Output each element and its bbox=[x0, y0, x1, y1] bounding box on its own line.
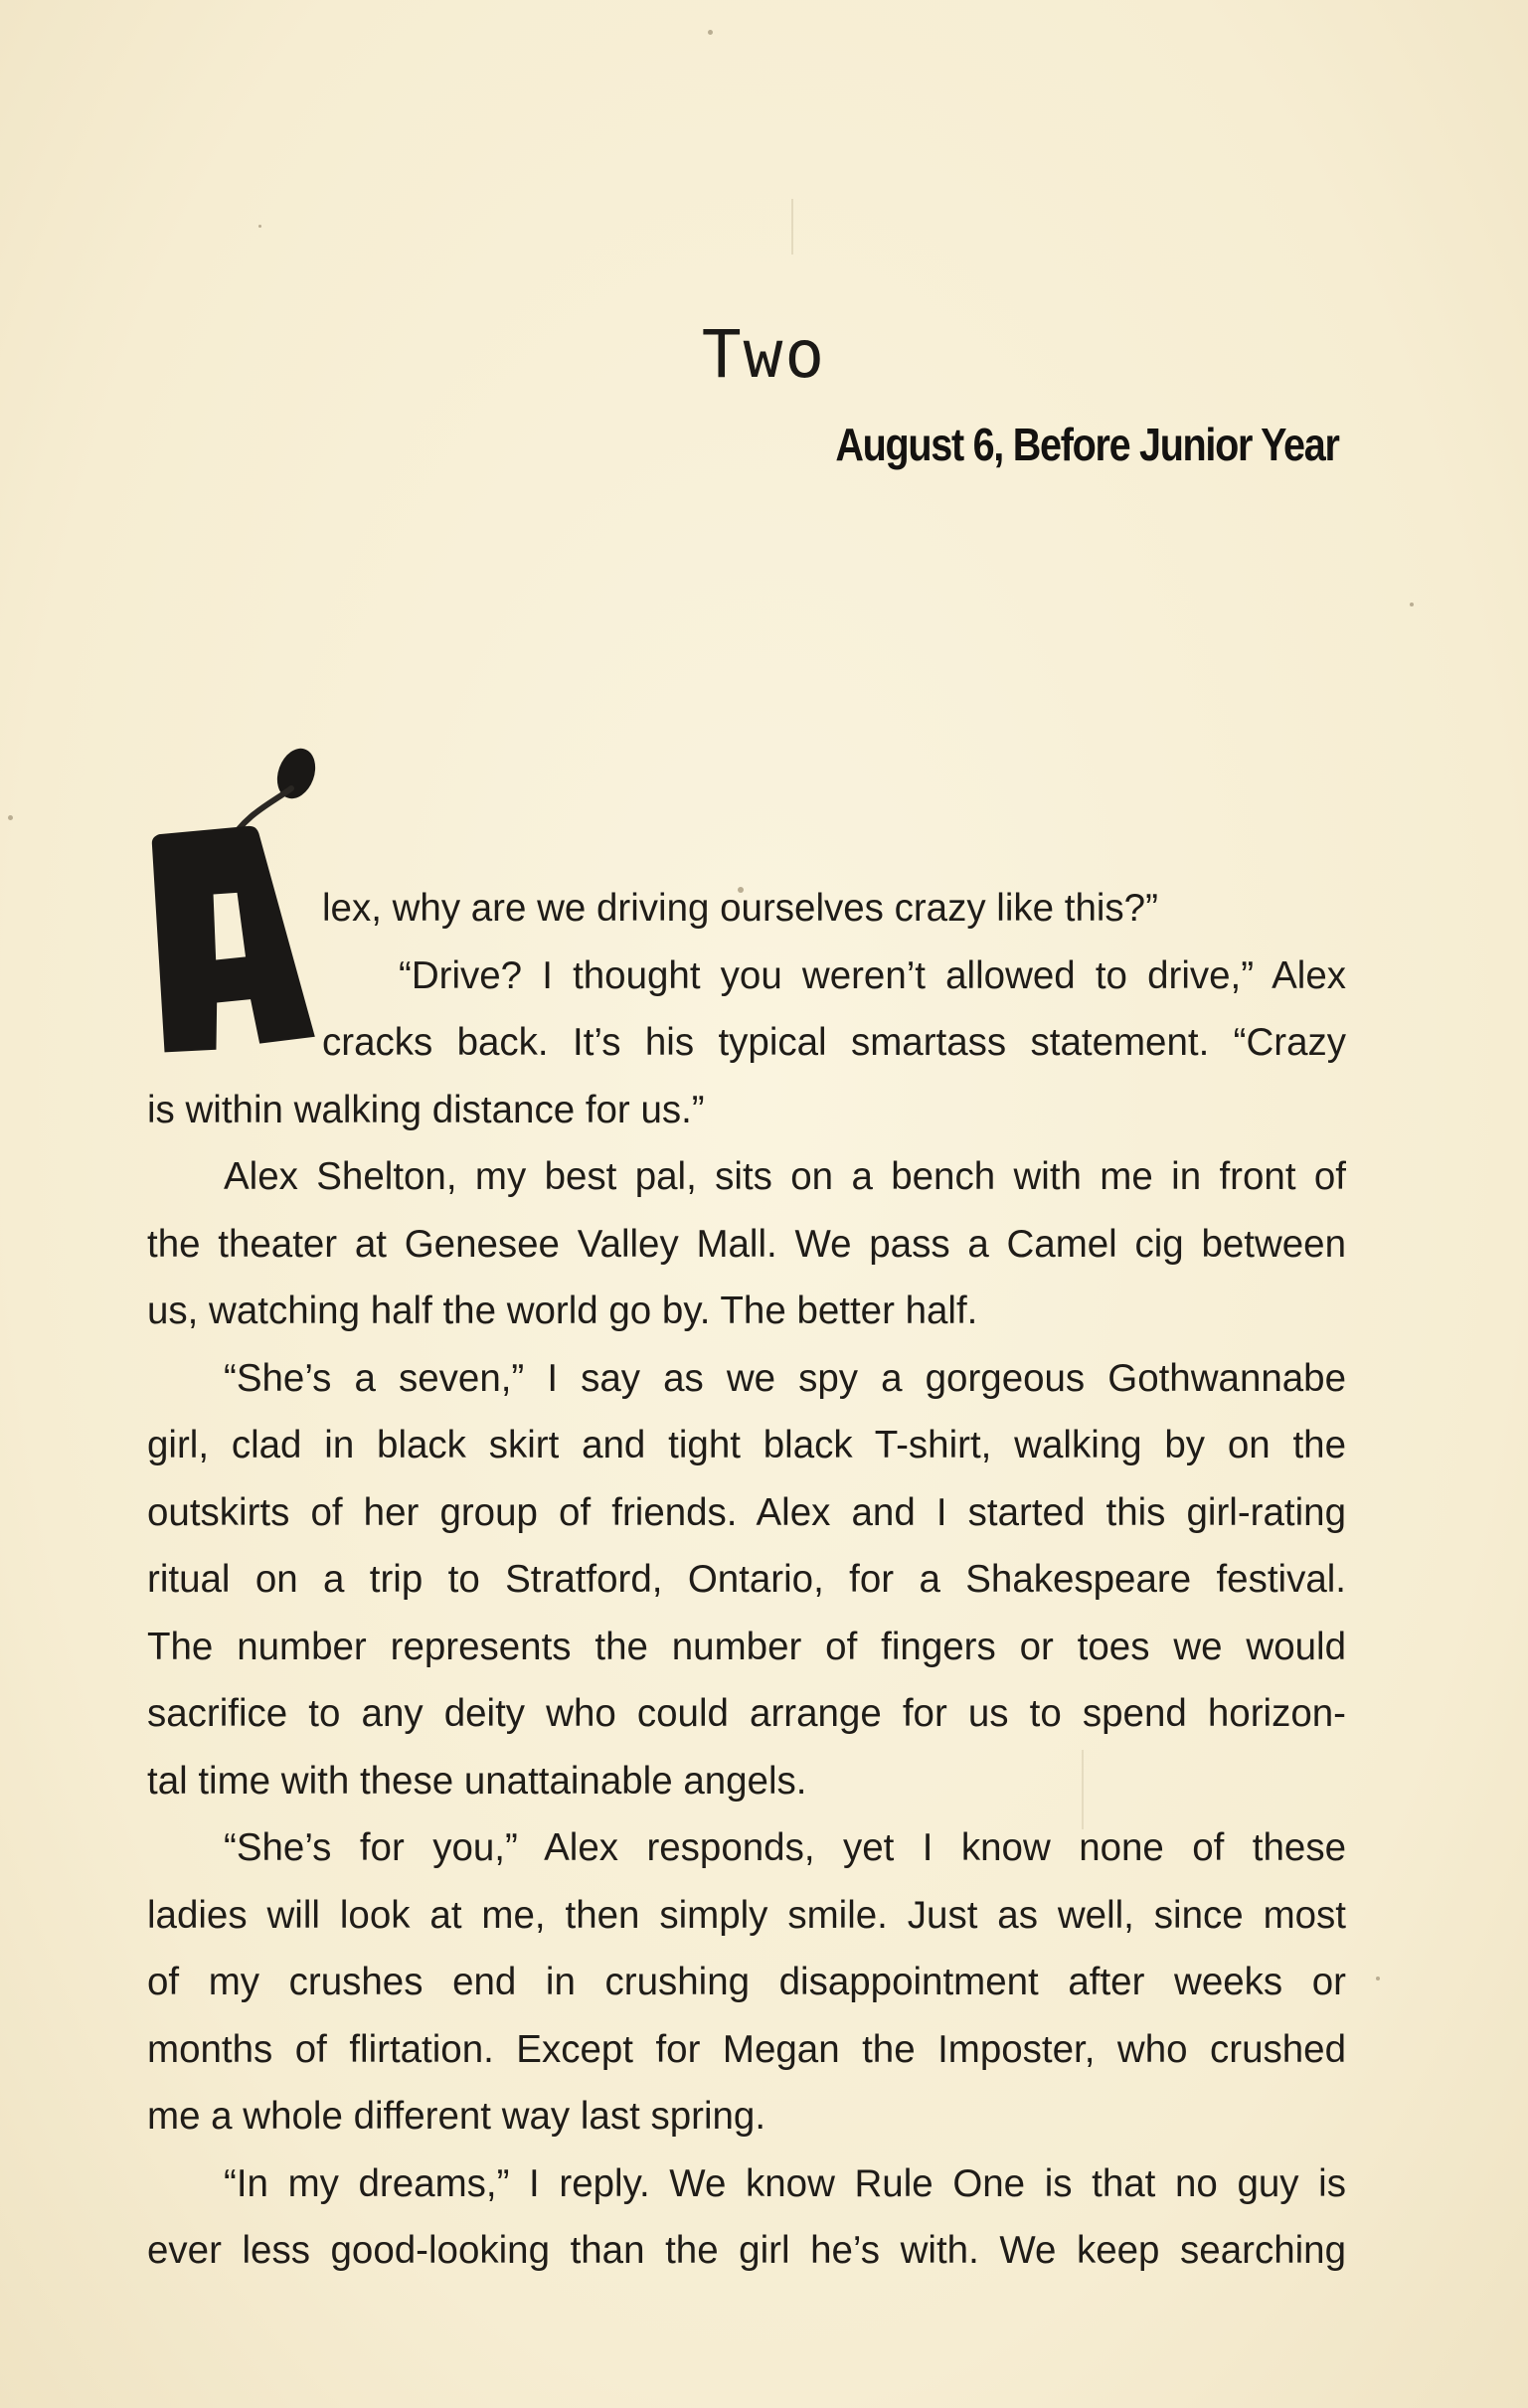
paper-speck bbox=[8, 815, 13, 820]
body-text bbox=[147, 875, 1346, 2285]
text-line: ritual on a trip to Stratford, Ontario, for a Shakespeare festival. bbox=[147, 1558, 1346, 1601]
paper-speck bbox=[1376, 1977, 1380, 1980]
text-line: cracks back. It’s his typical smartass statement. “Crazy bbox=[322, 1021, 1346, 1064]
text-line: me a whole different way last spring. bbox=[147, 2095, 766, 2138]
text-line: ladies will look at me, then simply smile. Just as well, since most bbox=[147, 1893, 1346, 1937]
text-line: “She’s a seven,” I say as we spy a gorgeous Gothwannabe bbox=[224, 1356, 1346, 1400]
chapter-title: Two bbox=[701, 316, 827, 393]
text-line: months of flirtation. Except for Megan the Imposter, who crushed bbox=[147, 2027, 1346, 2071]
text-line: girl, clad in black skirt and tight black T-shirt, walking by on the bbox=[147, 1424, 1346, 1466]
paper-speck bbox=[708, 30, 713, 35]
text-line: the theater at Genesee Valley Mall. We pass a Camel cig between bbox=[147, 1222, 1346, 1266]
text-line: “She’s for you,” Alex responds, yet I know none of these bbox=[224, 1826, 1346, 1869]
text-line: outskirts of her group of friends. Alex and I started this girl-rating bbox=[147, 1490, 1346, 1534]
text-line: lex, why are we driving ourselves crazy like this?” bbox=[322, 887, 1158, 930]
text-line: of my crushes end in crushing disappointment after weeks or bbox=[147, 1961, 1346, 2003]
text-line: us, watching half the world go by. The better half. bbox=[147, 1290, 978, 1332]
chapter-subtitle: August 6, Before Junior Year bbox=[835, 419, 1339, 470]
text-line: The number represents the number of fingers or toes we would bbox=[147, 1625, 1346, 1668]
text-line: Alex Shelton, my best pal, sits on a bench with me in front of bbox=[224, 1155, 1346, 1198]
text-line: “Drive? I thought you weren’t allowed to drive,” Alex bbox=[399, 953, 1346, 997]
text-line: is within walking distance for us.” bbox=[147, 1088, 705, 1131]
text-line: “In my dreams,” I reply. We know Rule One is that no guy is bbox=[224, 2161, 1346, 2205]
text-line: sacrifice to any deity who could arrange for us to spend horizon- bbox=[147, 1692, 1346, 1735]
paper-speck bbox=[258, 225, 261, 228]
paper-crease bbox=[791, 199, 793, 255]
text-line: tal time with these unattainable angels. bbox=[147, 1759, 807, 1803]
paper-speck bbox=[1410, 602, 1414, 606]
text-line: ever less good-looking than the girl he’s with. We keep searching bbox=[147, 2229, 1346, 2272]
